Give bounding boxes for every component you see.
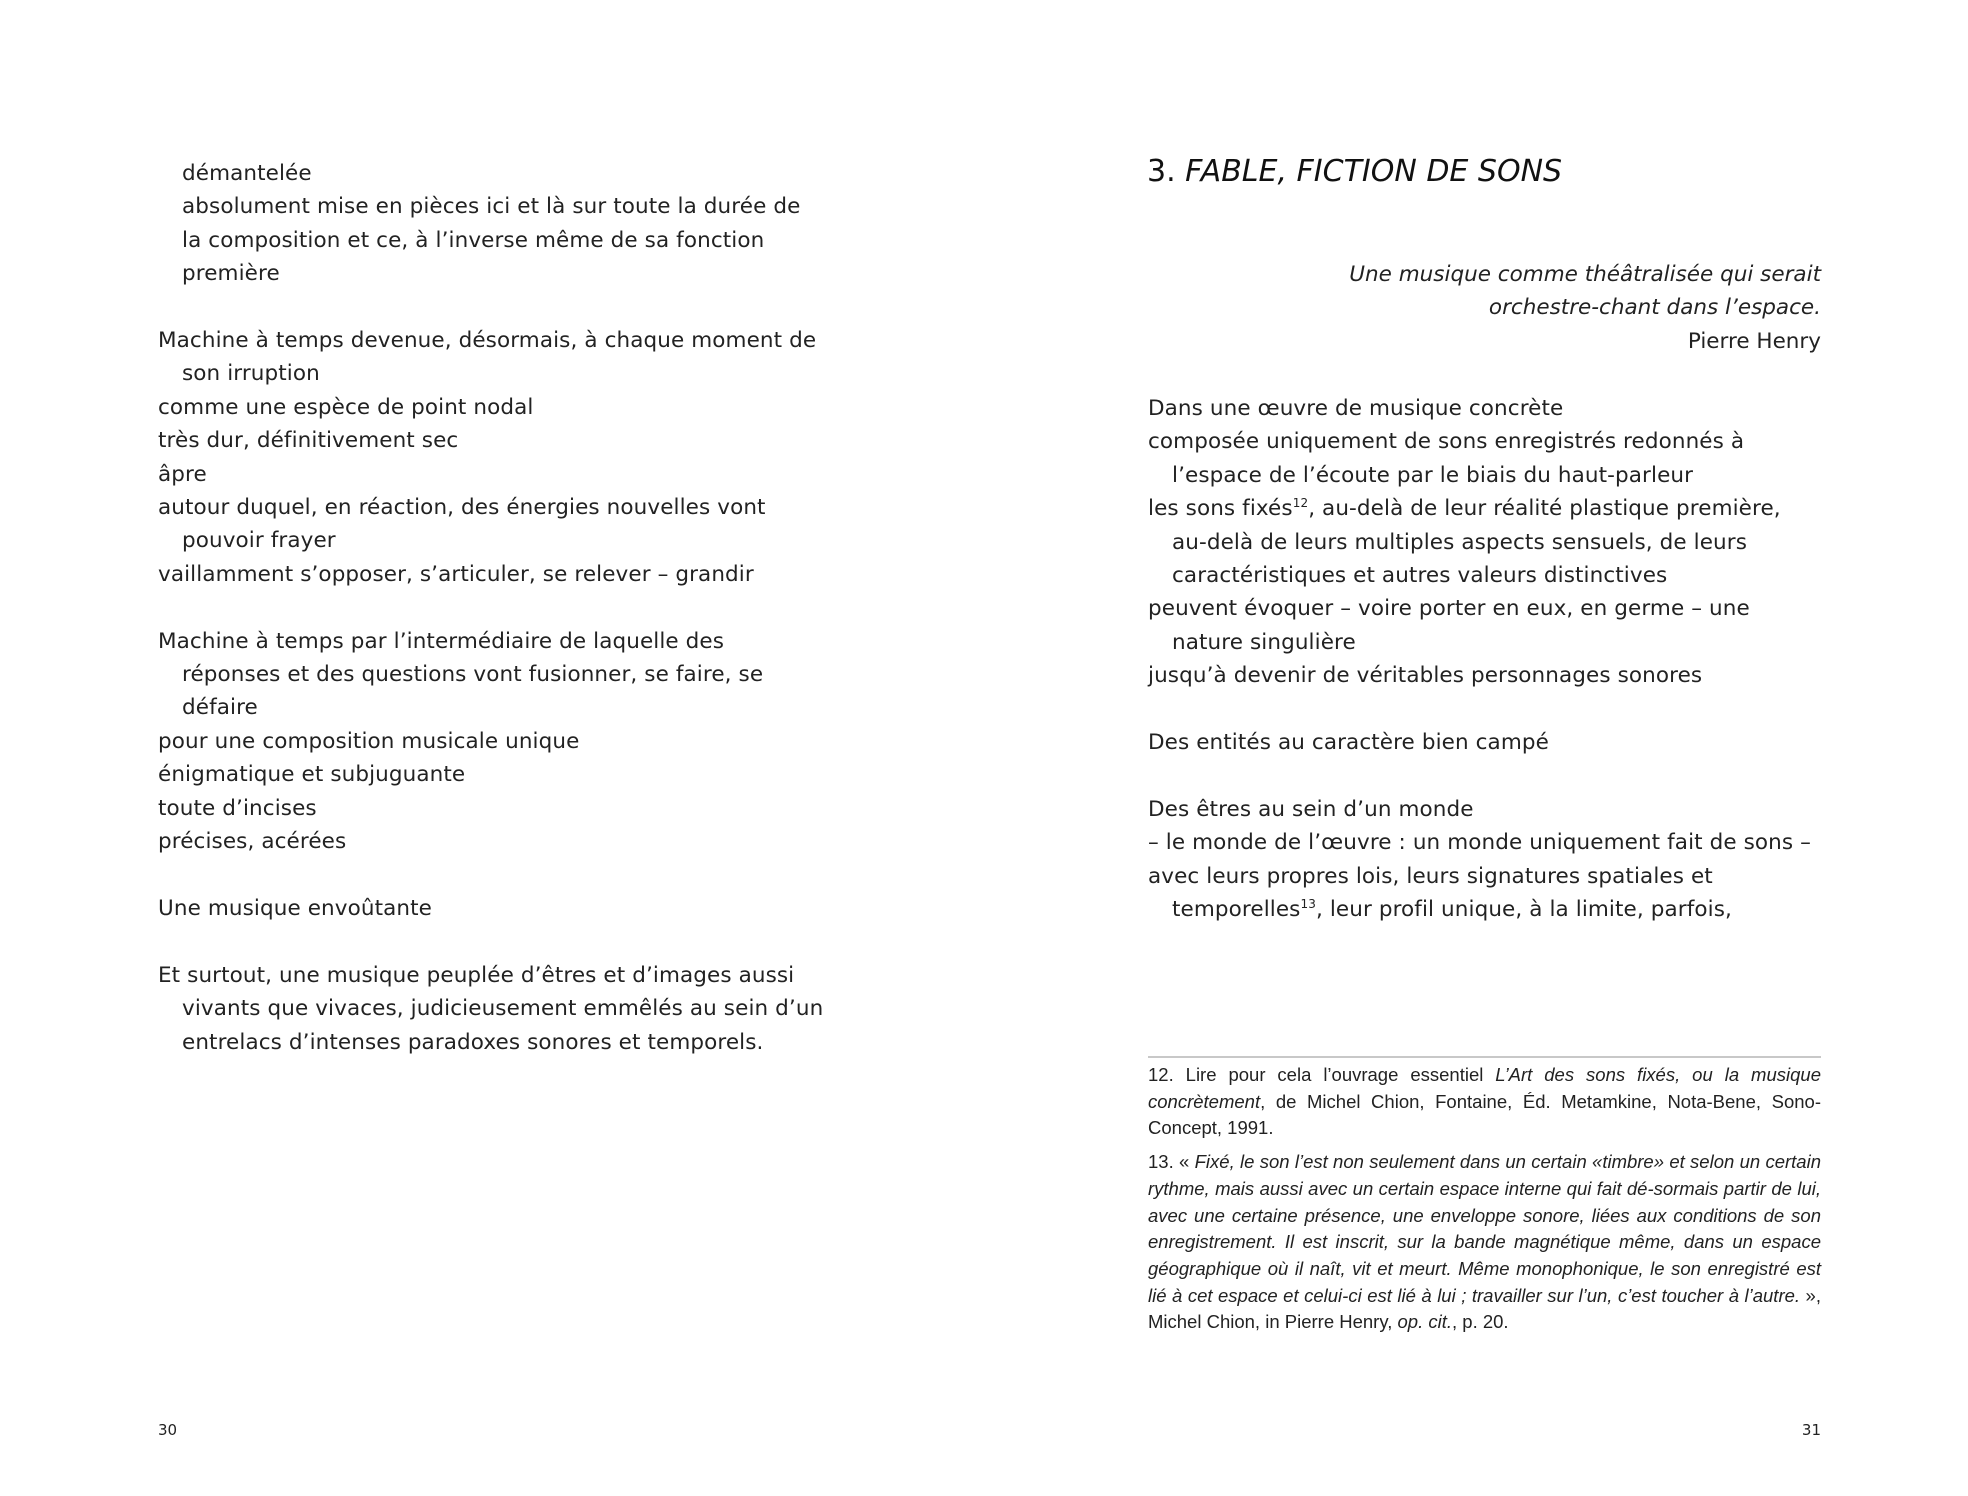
text-line: absolument mise en pièces ici et là sur toute la durée de bbox=[182, 194, 801, 220]
footnote-divider bbox=[1148, 1056, 1821, 1058]
text-line: composée uniquement de sons enregistrés redonnés à bbox=[1148, 429, 1745, 455]
text-line: peuvent évoquer – voire porter en eux, en germe – une bbox=[1148, 596, 1750, 622]
heading-title: FABLE, FICTION DE SONS bbox=[1185, 154, 1563, 189]
text-line: Une musique envoûtante bbox=[158, 895, 432, 921]
text-line: toute d’incises bbox=[158, 795, 317, 821]
text-line: énigmatique et subjuguante bbox=[158, 762, 466, 788]
text-line: Et surtout, une musique peuplée d’êtres et d’images aussi bbox=[158, 962, 795, 988]
text-run: , leur profil unique, à la limite, parfois, bbox=[1315, 897, 1732, 923]
text-line: l’espace de l’écoute par le biais du haut-parleur bbox=[1172, 462, 1694, 488]
paragraph bbox=[158, 625, 838, 859]
text-line: caractéristiques et autres valeurs distinctives bbox=[1172, 563, 1668, 589]
text-line: pour une composition musicale unique bbox=[158, 728, 580, 754]
text-line: jusqu’à devenir de véritables personnages sonores bbox=[1148, 663, 1703, 689]
text-run: , p. 20. bbox=[1452, 1311, 1509, 1333]
text-line: première bbox=[182, 261, 280, 287]
left-page-text bbox=[158, 157, 838, 1092]
paragraph bbox=[158, 324, 838, 591]
epigraph-line: orchestre-chant dans l’espace. bbox=[1488, 295, 1821, 321]
text-line: autour duquel, en réaction, des énergies nouvelles vont bbox=[158, 495, 766, 521]
text-line: précises, acérées bbox=[158, 829, 347, 855]
text-line bbox=[1148, 492, 1838, 525]
paragraph bbox=[1148, 726, 1838, 759]
text-run: temporelles bbox=[1172, 897, 1301, 923]
text-run: op. cit. bbox=[1397, 1311, 1452, 1333]
text-line: son irruption bbox=[182, 361, 320, 387]
paragraph bbox=[1148, 392, 1838, 693]
text-run: les sons fixés bbox=[1148, 496, 1293, 522]
text-line: avec leurs propres lois, leurs signatures spatiales et bbox=[1148, 863, 1713, 889]
heading-number: 3. bbox=[1147, 154, 1176, 189]
text-line: Machine à temps par l’intermédiaire de laquelle des bbox=[158, 628, 725, 654]
footnote-ref-12[interactable]: 12 bbox=[1292, 496, 1309, 511]
paragraph bbox=[158, 892, 838, 925]
footnote-12 bbox=[1148, 1062, 1821, 1142]
footnotes bbox=[1148, 1062, 1821, 1343]
text-line: démantelée bbox=[182, 161, 312, 186]
text-line: vaillamment s’opposer, s’articuler, se relever – grandir bbox=[158, 561, 754, 587]
text-line: nature singulière bbox=[1172, 629, 1356, 655]
text-line: au-delà de leurs multiples aspects sensuels, de leurs bbox=[1172, 529, 1748, 555]
text-line: pouvoir frayer bbox=[182, 528, 336, 554]
text-line: vivants que vivaces, judicieusement emmêlés au sein d’un bbox=[182, 996, 824, 1022]
text-line: réponses et des questions vont fusionner, se faire, se bbox=[182, 662, 764, 688]
text-line: – le monde de l’œuvre : un monde uniquement fait de sons – bbox=[1148, 830, 1811, 856]
text-line: entrelacs d’intenses paradoxes sonores et temporels. bbox=[182, 1029, 764, 1055]
chapter-heading bbox=[1147, 150, 1562, 194]
quote: Fixé, le son l’est non seulement dans un certain «timbre» et selon un certain rythme, mais aussi avec un certain espace interne qui fait dé-sormais partir de lui, avec une certaine présence, une enveloppe sonore, liées aux conditions de son enregistrement. Il est inscrit, sur la bande magnétique même, dans un espace géographique où il naît, vit et meurt. Même monophonique, le son enregistré est lié à cet espace et celui-ci est lié à lui ; travailler sur l’un, c’est toucher à l’autre. bbox=[1148, 1151, 1821, 1306]
paragraph bbox=[158, 157, 838, 291]
text-line: la composition et ce, à l’inverse même de sa fonction bbox=[182, 227, 765, 253]
text-line: Machine à temps devenue, désormais, à chaque moment de bbox=[158, 328, 817, 354]
paragraph bbox=[158, 959, 838, 1059]
text-line: Dans une œuvre de musique concrète bbox=[1148, 396, 1564, 421]
epigraph-author: Pierre Henry bbox=[1687, 328, 1821, 354]
text-line: très dur, définitivement sec bbox=[158, 428, 459, 454]
text-line: Des entités au caractère bien campé bbox=[1148, 730, 1549, 756]
footnote-13 bbox=[1148, 1149, 1821, 1336]
page-number-right: 31 bbox=[1801, 1421, 1821, 1439]
text-run: », Michel Chion, in Pierre Henry, bbox=[1148, 1284, 1821, 1333]
text-line: Des êtres au sein d’un monde bbox=[1148, 796, 1474, 822]
text-run: , au-delà de leur réalité plastique première, bbox=[1308, 496, 1781, 522]
page-number-left: 30 bbox=[158, 1421, 178, 1439]
text-line bbox=[1148, 893, 1838, 926]
text-run: 13. « bbox=[1148, 1151, 1195, 1173]
epigraph bbox=[1148, 258, 1821, 358]
text-line: défaire bbox=[182, 695, 258, 721]
text-line: comme une espèce de point nodal bbox=[158, 394, 534, 420]
text-run: , de Michel Chion, Fontaine, Éd. Metamkine, Nota-Bene, Sono-Concept, 1991. bbox=[1148, 1090, 1821, 1139]
footnote-ref-13[interactable]: 13 bbox=[1300, 897, 1316, 912]
right-page-text bbox=[1148, 392, 1838, 960]
book-title: L’Art des sons fixés, ou la musique concrètement bbox=[1148, 1064, 1821, 1112]
text-line: âpre bbox=[158, 461, 207, 487]
paragraph bbox=[1148, 793, 1838, 927]
epigraph-line: Une musique comme théâtralisée qui serait bbox=[1349, 262, 1821, 287]
text-run: 12. Lire pour cela l’ouvrage essentiel bbox=[1148, 1064, 1496, 1085]
